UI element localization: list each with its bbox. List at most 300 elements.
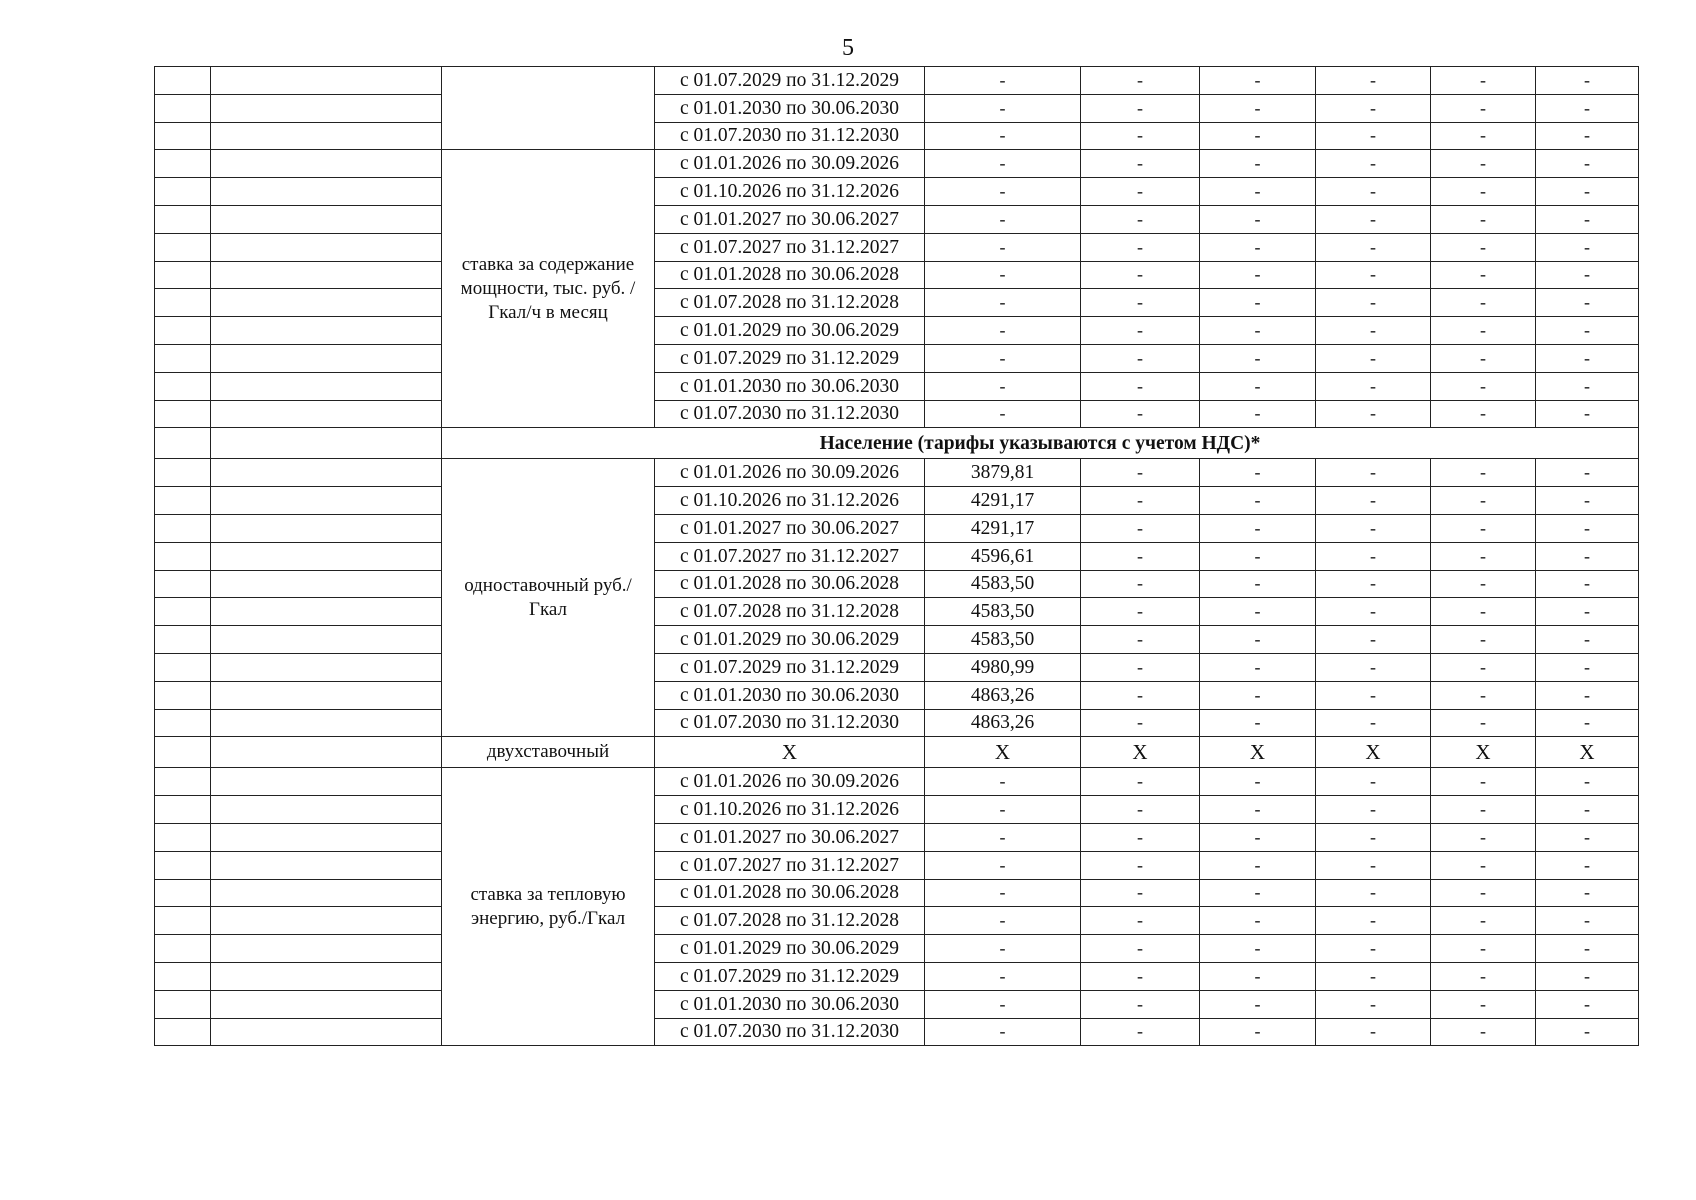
row-number-cell: [155, 796, 211, 824]
dash-cell: -: [925, 317, 1081, 345]
period-cell: с 01.07.2028 по 31.12.2028: [655, 289, 925, 317]
x-mark-cell: X: [925, 737, 1081, 768]
tariff-value: 4291,17: [925, 514, 1081, 542]
row-number-cell: [155, 935, 211, 963]
dash-cell: -: [1200, 851, 1316, 879]
dash-cell: -: [1536, 962, 1639, 990]
dash-cell: -: [1536, 205, 1639, 233]
row-number-cell: [155, 514, 211, 542]
period-cell: с 01.01.2027 по 30.06.2027: [655, 205, 925, 233]
dash-cell: -: [1316, 400, 1431, 428]
row-number-cell: [155, 94, 211, 122]
dash-cell: -: [925, 796, 1081, 824]
row-number-cell: [155, 233, 211, 261]
dash-cell: -: [925, 823, 1081, 851]
dash-cell: -: [1081, 709, 1200, 737]
dash-cell: -: [1081, 570, 1200, 598]
period-cell: с 01.07.2029 по 31.12.2029: [655, 653, 925, 681]
table-row: [155, 935, 1639, 963]
dash-cell: -: [1316, 289, 1431, 317]
period-cell: с 01.07.2029 по 31.12.2029: [655, 962, 925, 990]
tariff-value: 4863,26: [925, 709, 1081, 737]
tariff-table-body: [155, 67, 1639, 1046]
dash-cell: -: [1431, 879, 1536, 907]
dash-cell: -: [1316, 542, 1431, 570]
table-row: [155, 178, 1639, 206]
table-row: [155, 796, 1639, 824]
dash-cell: -: [925, 122, 1081, 150]
dash-cell: -: [1316, 514, 1431, 542]
dash-cell: -: [1431, 851, 1536, 879]
dash-cell: -: [1536, 935, 1639, 963]
dash-cell: -: [1081, 261, 1200, 289]
dash-cell: -: [1431, 796, 1536, 824]
dash-cell: -: [1081, 935, 1200, 963]
dash-cell: -: [1200, 653, 1316, 681]
dash-cell: -: [925, 289, 1081, 317]
name-cell: [211, 205, 442, 233]
row-number-cell: [155, 962, 211, 990]
dash-cell: -: [1316, 487, 1431, 515]
table-row: [155, 514, 1639, 542]
dash-cell: -: [1200, 400, 1316, 428]
dash-cell: -: [1536, 261, 1639, 289]
dash-cell: -: [1316, 681, 1431, 709]
dash-cell: -: [1081, 514, 1200, 542]
dash-cell: -: [1200, 94, 1316, 122]
two-rate-row: [155, 737, 1639, 768]
dash-cell: -: [1316, 851, 1431, 879]
dash-cell: -: [1431, 150, 1536, 178]
tariff-table: [154, 66, 1639, 1046]
period-cell: с 01.01.2026 по 30.09.2026: [655, 768, 925, 796]
dash-cell: -: [1316, 261, 1431, 289]
dash-cell: -: [1536, 598, 1639, 626]
name-cell: [211, 317, 442, 345]
table-row: [155, 907, 1639, 935]
row-number-cell: [155, 1018, 211, 1046]
table-row: [155, 67, 1639, 95]
tariff-value: 4583,50: [925, 598, 1081, 626]
dash-cell: -: [1431, 372, 1536, 400]
row-number-cell: [155, 150, 211, 178]
dash-cell: -: [1431, 67, 1536, 95]
dash-cell: -: [1536, 67, 1639, 95]
dash-cell: -: [1081, 94, 1200, 122]
x-mark-cell: X: [1200, 737, 1316, 768]
dash-cell: -: [1081, 67, 1200, 95]
period-cell: с 01.01.2026 по 30.09.2026: [655, 459, 925, 487]
dash-cell: -: [1536, 851, 1639, 879]
period-cell: с 01.01.2030 по 30.06.2030: [655, 372, 925, 400]
dash-cell: -: [925, 344, 1081, 372]
name-cell: [211, 653, 442, 681]
dash-cell: -: [1536, 796, 1639, 824]
dash-cell: -: [1431, 487, 1536, 515]
dash-cell: -: [1316, 962, 1431, 990]
dash-cell: -: [925, 205, 1081, 233]
dash-cell: -: [1081, 598, 1200, 626]
table-row: [155, 122, 1639, 150]
dash-cell: -: [925, 962, 1081, 990]
dash-cell: -: [1200, 122, 1316, 150]
period-cell: с 01.07.2029 по 31.12.2029: [655, 67, 925, 95]
name-cell: [211, 459, 442, 487]
row-number-cell: [155, 907, 211, 935]
dash-cell: -: [925, 1018, 1081, 1046]
name-cell: [211, 344, 442, 372]
dash-cell: -: [1431, 344, 1536, 372]
dash-cell: -: [1431, 542, 1536, 570]
table-row: [155, 681, 1639, 709]
dash-cell: -: [1200, 709, 1316, 737]
period-cell: с 01.07.2029 по 31.12.2029: [655, 344, 925, 372]
tariff-value: 4596,61: [925, 542, 1081, 570]
dash-cell: -: [1431, 317, 1536, 345]
heat-energy-label: ставка за тепловую энергию, руб./Гкал: [442, 768, 655, 1046]
name-cell: [211, 709, 442, 737]
row-number-cell: [155, 598, 211, 626]
capacity-label: ставка за содержание мощности, тыс. руб. /Гкал/ч в месяц: [442, 150, 655, 428]
dash-cell: -: [1081, 150, 1200, 178]
dash-cell: -: [1081, 796, 1200, 824]
dash-cell: -: [925, 907, 1081, 935]
table-row: [155, 205, 1639, 233]
dash-cell: -: [1081, 990, 1200, 1018]
period-cell: с 01.10.2026 по 31.12.2026: [655, 178, 925, 206]
table-row: [155, 150, 1639, 178]
period-cell: с 01.01.2030 по 30.06.2030: [655, 681, 925, 709]
row-number-cell: [155, 205, 211, 233]
table-row: [155, 542, 1639, 570]
table-row: [155, 570, 1639, 598]
row-number-cell: [155, 768, 211, 796]
dash-cell: -: [1200, 233, 1316, 261]
dash-cell: -: [1316, 709, 1431, 737]
dash-cell: -: [1200, 459, 1316, 487]
dash-cell: -: [1536, 542, 1639, 570]
dash-cell: -: [1316, 768, 1431, 796]
dash-cell: -: [1200, 150, 1316, 178]
name-cell: [211, 823, 442, 851]
dash-cell: -: [1431, 122, 1536, 150]
dash-cell: -: [1316, 67, 1431, 95]
name-cell: [211, 1018, 442, 1046]
table-row: [155, 289, 1639, 317]
dash-cell: -: [1431, 261, 1536, 289]
dash-cell: -: [1536, 653, 1639, 681]
table-row: [155, 372, 1639, 400]
name-cell: [211, 990, 442, 1018]
dash-cell: -: [1431, 94, 1536, 122]
dash-cell: -: [1316, 570, 1431, 598]
dash-cell: -: [1431, 907, 1536, 935]
row-number-cell: [155, 626, 211, 654]
dash-cell: -: [1316, 653, 1431, 681]
row-number-cell: [155, 487, 211, 515]
dash-cell: -: [1200, 289, 1316, 317]
dash-cell: -: [1316, 459, 1431, 487]
dash-cell: -: [1431, 459, 1536, 487]
dash-cell: -: [1200, 205, 1316, 233]
dash-cell: -: [1316, 879, 1431, 907]
dash-cell: -: [1200, 879, 1316, 907]
period-cell: с 01.10.2026 по 31.12.2026: [655, 487, 925, 515]
table-row: [155, 598, 1639, 626]
dash-cell: -: [1316, 122, 1431, 150]
name-cell: [211, 796, 442, 824]
dash-cell: -: [925, 261, 1081, 289]
dash-cell: -: [1081, 178, 1200, 206]
dash-cell: -: [1081, 344, 1200, 372]
dash-cell: -: [1316, 94, 1431, 122]
dash-cell: -: [1536, 681, 1639, 709]
dash-cell: -: [1536, 1018, 1639, 1046]
name-cell: [211, 681, 442, 709]
dash-cell: -: [1431, 990, 1536, 1018]
dash-cell: -: [1431, 962, 1536, 990]
table-row: [155, 768, 1639, 796]
dash-cell: -: [1316, 990, 1431, 1018]
dash-cell: -: [1316, 598, 1431, 626]
dash-cell: -: [1536, 178, 1639, 206]
dash-cell: -: [1316, 935, 1431, 963]
dash-cell: -: [1081, 653, 1200, 681]
row-number-cell: [155, 737, 211, 768]
name-cell: [211, 542, 442, 570]
row-number-cell: [155, 570, 211, 598]
name-cell: [211, 150, 442, 178]
dash-cell: -: [925, 879, 1081, 907]
dash-cell: -: [1431, 205, 1536, 233]
name-cell: [211, 598, 442, 626]
period-cell: с 01.01.2030 по 30.06.2030: [655, 990, 925, 1018]
dash-cell: -: [1431, 598, 1536, 626]
dash-cell: -: [1431, 935, 1536, 963]
period-cell: с 01.07.2027 по 31.12.2027: [655, 233, 925, 261]
period-cell: с 01.01.2029 по 30.06.2029: [655, 626, 925, 654]
dash-cell: -: [925, 768, 1081, 796]
period-cell: с 01.07.2030 по 31.12.2030: [655, 709, 925, 737]
table-row: [155, 261, 1639, 289]
top-tail-label: [442, 67, 655, 150]
period-cell: с 01.07.2030 по 31.12.2030: [655, 1018, 925, 1046]
dash-cell: -: [925, 150, 1081, 178]
dash-cell: -: [1081, 289, 1200, 317]
row-number-cell: [155, 178, 211, 206]
dash-cell: -: [1431, 178, 1536, 206]
row-number-cell: [155, 122, 211, 150]
name-cell: [211, 178, 442, 206]
dash-cell: -: [1316, 233, 1431, 261]
tariff-value: 4583,50: [925, 570, 1081, 598]
row-number-cell: [155, 653, 211, 681]
dash-cell: -: [925, 990, 1081, 1018]
dash-cell: -: [1200, 990, 1316, 1018]
dash-cell: -: [1536, 459, 1639, 487]
period-cell: с 01.01.2026 по 30.09.2026: [655, 150, 925, 178]
dash-cell: -: [1316, 796, 1431, 824]
dash-cell: -: [1081, 1018, 1200, 1046]
dash-cell: -: [1081, 681, 1200, 709]
row-number-cell: [155, 317, 211, 345]
x-mark-cell: X: [1316, 737, 1431, 768]
name-cell: [211, 737, 442, 768]
row-number-cell: [155, 372, 211, 400]
table-row: [155, 233, 1639, 261]
dash-cell: -: [1536, 879, 1639, 907]
dash-cell: -: [925, 400, 1081, 428]
dash-cell: -: [1431, 653, 1536, 681]
dash-cell: -: [1536, 122, 1639, 150]
dash-cell: -: [1536, 570, 1639, 598]
table-row: [155, 626, 1639, 654]
dash-cell: -: [1536, 709, 1639, 737]
period-cell: с 01.01.2029 по 30.06.2029: [655, 317, 925, 345]
name-cell: [211, 768, 442, 796]
dash-cell: -: [1081, 851, 1200, 879]
dash-cell: -: [1081, 233, 1200, 261]
name-cell: [211, 67, 442, 95]
table-row: [155, 879, 1639, 907]
row-number-cell: [155, 459, 211, 487]
dash-cell: -: [925, 851, 1081, 879]
dash-cell: -: [1081, 962, 1200, 990]
table-row: [155, 344, 1639, 372]
period-cell: с 01.10.2026 по 31.12.2026: [655, 796, 925, 824]
dash-cell: -: [1200, 626, 1316, 654]
name-cell: [211, 962, 442, 990]
dash-cell: -: [1536, 768, 1639, 796]
dash-cell: -: [1200, 681, 1316, 709]
dash-cell: -: [925, 94, 1081, 122]
dash-cell: -: [1200, 514, 1316, 542]
row-number-cell: [155, 428, 211, 459]
table-row: [155, 487, 1639, 515]
name-cell: [211, 289, 442, 317]
x-mark-cell: X: [1536, 737, 1639, 768]
row-number-cell: [155, 542, 211, 570]
dash-cell: -: [1316, 178, 1431, 206]
dash-cell: -: [1200, 67, 1316, 95]
dash-cell: -: [1200, 487, 1316, 515]
name-cell: [211, 626, 442, 654]
name-cell: [211, 94, 442, 122]
dash-cell: -: [1200, 372, 1316, 400]
dash-cell: -: [1536, 990, 1639, 1018]
period-cell: с 01.07.2028 по 31.12.2028: [655, 598, 925, 626]
row-number-cell: [155, 261, 211, 289]
dash-cell: -: [1316, 205, 1431, 233]
x-mark-cell: X: [655, 737, 925, 768]
dash-cell: -: [1081, 122, 1200, 150]
dash-cell: -: [1431, 823, 1536, 851]
name-cell: [211, 122, 442, 150]
x-mark-cell: X: [1081, 737, 1200, 768]
dash-cell: -: [1200, 598, 1316, 626]
name-cell: [211, 428, 442, 459]
period-cell: с 01.01.2028 по 30.06.2028: [655, 879, 925, 907]
dash-cell: -: [1081, 459, 1200, 487]
dash-cell: -: [1081, 372, 1200, 400]
dash-cell: -: [1200, 823, 1316, 851]
name-cell: [211, 851, 442, 879]
table-row: [155, 459, 1639, 487]
table-row: [155, 851, 1639, 879]
dash-cell: -: [1081, 205, 1200, 233]
dash-cell: -: [925, 178, 1081, 206]
dash-cell: -: [1200, 1018, 1316, 1046]
dash-cell: -: [1536, 317, 1639, 345]
name-cell: [211, 907, 442, 935]
row-number-cell: [155, 344, 211, 372]
tariff-value: 4583,50: [925, 626, 1081, 654]
table-row: [155, 400, 1639, 428]
dash-cell: -: [1536, 400, 1639, 428]
dash-cell: -: [1536, 94, 1639, 122]
table-row: [155, 823, 1639, 851]
row-number-cell: [155, 851, 211, 879]
dash-cell: -: [1536, 150, 1639, 178]
dash-cell: -: [1536, 823, 1639, 851]
dash-cell: -: [1200, 907, 1316, 935]
period-cell: с 01.01.2028 по 30.06.2028: [655, 570, 925, 598]
dash-cell: -: [1200, 570, 1316, 598]
dash-cell: -: [1200, 962, 1316, 990]
two-rate-label: двухставочный: [442, 737, 655, 768]
dash-cell: -: [1431, 514, 1536, 542]
period-cell: с 01.01.2027 по 30.06.2027: [655, 823, 925, 851]
dash-cell: -: [1316, 823, 1431, 851]
row-number-cell: [155, 823, 211, 851]
dash-cell: -: [1536, 487, 1639, 515]
name-cell: [211, 261, 442, 289]
dash-cell: -: [1200, 178, 1316, 206]
dash-cell: -: [1431, 570, 1536, 598]
single-rate-label: одноставочный руб./Гкал: [442, 459, 655, 737]
period-cell: с 01.07.2027 по 31.12.2027: [655, 851, 925, 879]
dash-cell: -: [1081, 823, 1200, 851]
dash-cell: -: [925, 233, 1081, 261]
dash-cell: -: [1316, 372, 1431, 400]
table-row: [155, 317, 1639, 345]
dash-cell: -: [1081, 400, 1200, 428]
period-cell: с 01.01.2030 по 30.06.2030: [655, 94, 925, 122]
dash-cell: -: [1200, 768, 1316, 796]
name-cell: [211, 879, 442, 907]
dash-cell: -: [1200, 935, 1316, 963]
name-cell: [211, 400, 442, 428]
dash-cell: -: [1200, 542, 1316, 570]
period-cell: с 01.07.2030 по 31.12.2030: [655, 122, 925, 150]
table-row: [155, 94, 1639, 122]
section-title: Население (тарифы указываются с учетом НДС)*: [442, 428, 1639, 459]
dash-cell: -: [1536, 514, 1639, 542]
dash-cell: -: [1431, 1018, 1536, 1046]
table-row: [155, 1018, 1639, 1046]
name-cell: [211, 514, 442, 542]
dash-cell: -: [1536, 344, 1639, 372]
dash-cell: -: [1316, 626, 1431, 654]
tariff-value: 4980,99: [925, 653, 1081, 681]
dash-cell: -: [1316, 344, 1431, 372]
page-number: 5: [842, 35, 854, 61]
dash-cell: -: [1536, 907, 1639, 935]
dash-cell: -: [1316, 907, 1431, 935]
section-header-row: [155, 428, 1639, 459]
name-cell: [211, 487, 442, 515]
name-cell: [211, 233, 442, 261]
